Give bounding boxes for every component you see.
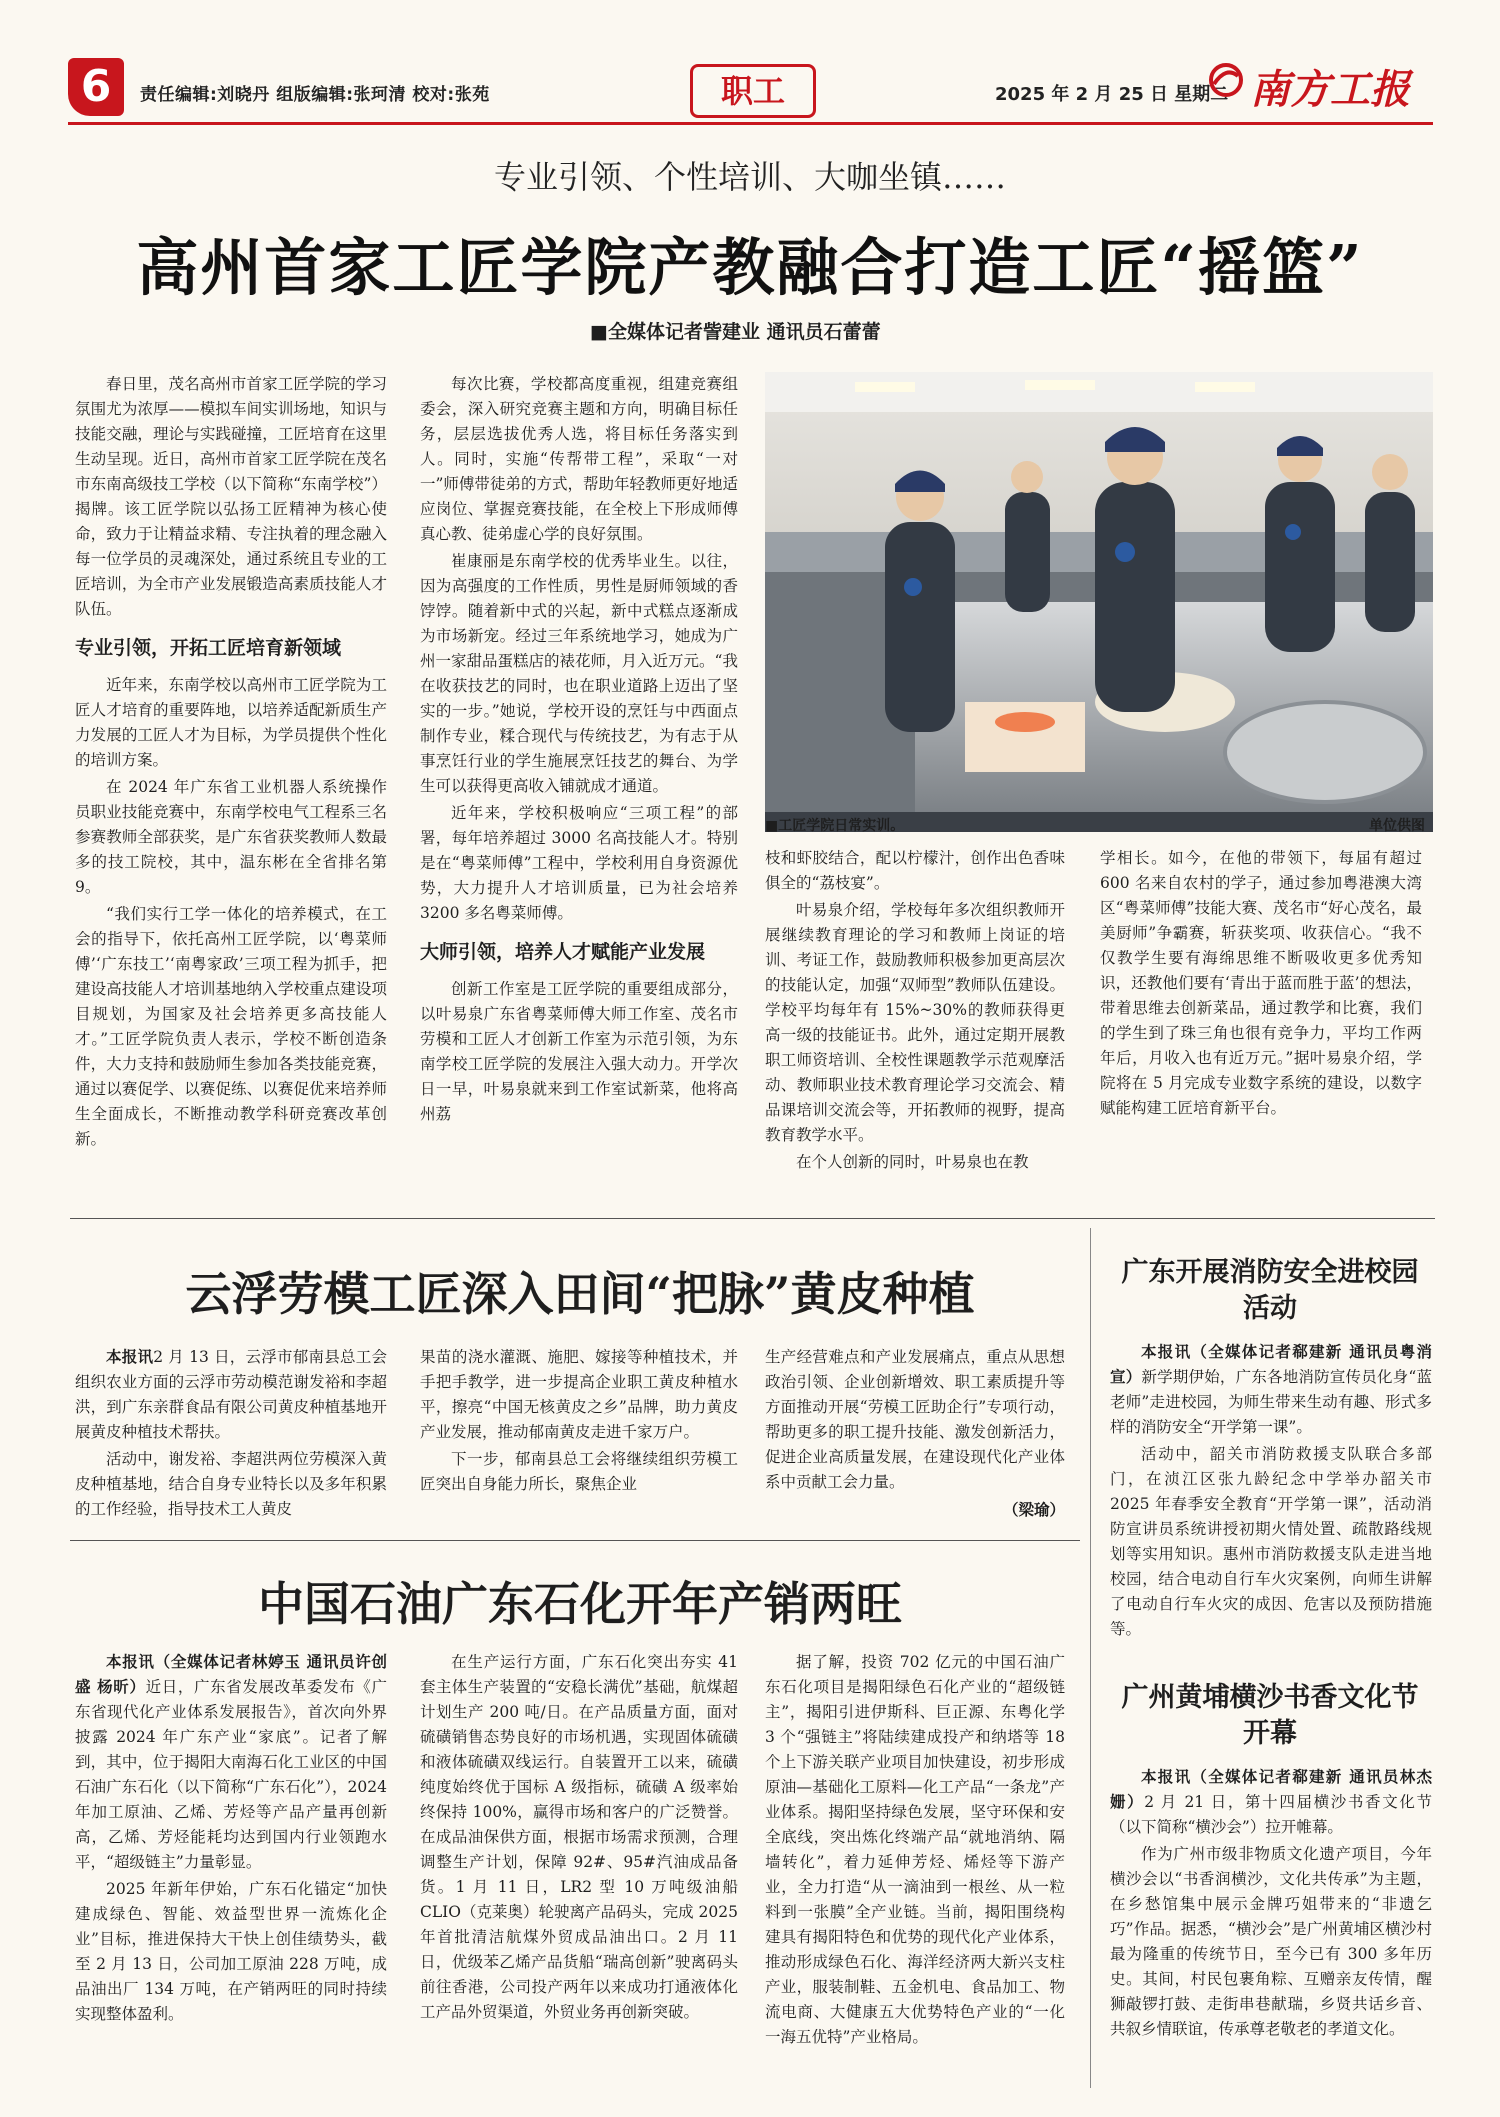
article2-column-1 (75, 1345, 387, 1524)
page-number: 6 (68, 58, 124, 116)
section-tag: 职工 (690, 64, 816, 118)
masthead: 南方工报 (1250, 67, 1410, 113)
subheading: 专业引领，开拓工匠培育新领域 (75, 637, 342, 659)
article3-lead: 本报讯（全媒体记者林婷玉 通讯员许创盛 杨昕） (75, 1653, 387, 1696)
paragraph: 叶易泉介绍，学校每年多次组织教师开展继续教育理论的学习和教师上岗证的培训、考证工作，鼓励教师积极参加更高层次的技能认定，加强“双师型”教师队伍建设。学校平均每年有 15%~30%的教师获得更高一级的技能证书。此外，通过定期开展教职工师资培训、全校性课题教学示范观摩活动、教师职业技术教育理论学习交流会、精品课培训交流会等，开拓教师的视野，提高教育教学水平。 (765, 901, 1065, 1144)
paragraph: 活动中，韶关市消防救援支队联合多部门，在浈江区张九龄纪念中学举办韶关市 2025 年春季安全教育“开学第一课”，活动消防宣讲员系统讲授初期火情处置、疏散路线规划等实用知识。惠州市消防救援支队走进当地校园，结合电动自行车火灾案例，向师生讲解了电动自行车火灾的成因、危害以及预防措施等。 (1110, 1445, 1432, 1638)
paragraph-text: 新学期伊始，广东各地消防宣传员化身“蓝老师”走进校园，为师生带来生动有趣、形式多样的消防安全“开学第一课”。 (1110, 1368, 1432, 1436)
paragraph-text: 近日，广东省发展改革委发布《广东省现代化产业体系发展报告》，首次向外界披露 2024 年广东产业“家底”。记者了解到，其中，位于揭阳大南海石化工业区的中国石油广东石化（以下简称“广东石化”），2024 年加工原油、乙烯、芳烃等产品产量再创新高，乙烯、芳烃能耗均达到国内行业领跑水平，“超级链主”力量彰显。 (75, 1678, 387, 1871)
article1-column-3 (765, 846, 1065, 1177)
paragraph-text: 2 月 13 日，云浮市郁南县总工会组织农业方面的云浮市劳动模范谢发裕和李超洪，到广东亲群食品有限公司黄皮种植基地开展黄皮种植技术帮扶。 (75, 1348, 387, 1441)
article1-column-1 (75, 372, 387, 1154)
side2-headline: 广州黄埔横沙书香文化节开幕 (1121, 1682, 1419, 1749)
paragraph: 在生产运行方面，广东石化突出夯实 41 套主体生产装置的“安稳长满优”基础，航煤超计划生产 200 吨/日。在产品质量方面，面对硫磺销售态势良好的市场机遇，实现固体硫磺和液体硫磺双线运行。自装置开工以来，硫磺纯度始终优于国标 A 级指标，硫磺 A 级率始终保持 100%，赢得市场和客户的广泛赞誉。在成品油保供方面，根据市场需求预测，合理调整生产计划，保障 92#、95#汽油成品备货。1 月 11 日，LR2 型 10 万吨级油船 CLIO（克莱奥）轮驶离产品码头，完成 2025 年首批清洁航煤外贸成品油出口。2 月 11 日，优级苯乙烯产品货船“瑞高创新”驶离码头前往香港，公司投产两年以来成功打通液体化工产品外贸渠道，外贸业务再创新突破。 (420, 1653, 738, 2021)
paragraph: 在个人创新的同时，叶易泉也在教 (796, 1153, 1029, 1171)
paragraph: 春日里，茂名高州市首家工匠学院的学习氛围尤为浓厚——模拟车间实训场地，知识与技能交融，理论与实践碰撞，工匠培育在这里生动呈现。近日，高州市首家工匠学院在茂名市东南高级技工学校（以下简称“东南学校”）揭牌。该工匠学院以弘扬工匠精神为核心使命，致力于让精益求精、专注执着的理念融入每一位学员的灵魂深处，通过系统且专业的工匠培训，为全市产业发展锻造高素质技能人才队伍。 (75, 375, 387, 618)
paragraph: 枝和虾胶结合，配以柠檬汁，创作出色香味俱全的“荔枝宴”。 (765, 849, 1065, 892)
photo-caption-bar (765, 815, 1433, 835)
side1-lead: 本报讯（全媒体记者郗建新 通讯员粤消宣） (1110, 1343, 1432, 1386)
article1-column-4 (1100, 846, 1422, 1123)
section-divider (70, 1218, 1435, 1219)
publication-date: 2025 年 2 月 25 日 星期二 (995, 84, 1229, 105)
paragraph: 据了解，投资 702 亿元的中国石油广东石化项目是揭阳绿色石化产业的“超级链主”，揭阳引进伊斯科、巨正源、东粤化学 3 个“强链主”将陆续建成投产和纳塔等 18 个上下游关联产业项目加快建设，初步形成原油—基础化工原料—化工产品“一条龙”产业体系。揭阳坚持绿色发展，坚守环保和安全底线，突出炼化终端产品“就地消纳、隔墙转化”，着力延伸芳烃、烯烃等下游产业，全力打造“从一滴油到一根丝、从一粒料到一张膜”全产业链。当前，揭阳围绕构建具有揭阳特色和优势的现代化产业体系，推动形成绿色石化、海洋经济两大新兴支柱产业，服装制鞋、五金机电、食品加工、物流电商、大健康五大优势特色产业的“一化一海五优特”产业格局。 (765, 1653, 1065, 2046)
paragraph: 在 2024 年广东省工业机器人系统操作员职业技能竞赛中，东南学校电气工程系三名参赛教师全部获奖，是广东省获奖教师人数最多的技工院校，其中，温东彬在全省排名第9。 (75, 778, 387, 896)
column-divider (1090, 1228, 1091, 2088)
article1-column-2 (420, 372, 738, 1129)
side1-body (1110, 1340, 1432, 1644)
paragraph: 崔康丽是东南学校的优秀毕业生。以往，因为高强度的工作性质，男性是厨师领域的香饽饽。随着新中式的兴起，新中式糕点逐渐成为市场新宠。经过三年系统地学习，她成为广州一家甜品蛋糕店的裱花师，月入近万元。“我在收获技艺的同时，也在职业道路上迈出了坚实的一步。”她说，学校开设的烹饪与中西面点制作专业，糅合现代与传统技艺，为有志于从事烹饪行业的学生施展烹饪技艺的舞台、为学生可以获得更高收入铺就成才通道。 (420, 552, 738, 795)
paragraph: 活动中，谢发裕、李超洪两位劳模深入黄皮种植基地，结合自身专业特长以及多年积累的工作经验，指导技术工人黄皮 (75, 1450, 387, 1518)
article1-byline: ■全媒体记者訾建业 通讯员石蕾蕾 (590, 321, 881, 343)
article2-column-2 (420, 1345, 738, 1499)
paragraph: 下一步，郁南县总工会将继续组织劳模工匠突出自身能力所长，聚焦企业 (420, 1450, 738, 1493)
article3-column-1 (75, 1650, 387, 2029)
paragraph: “我们实行工学一体化的培养模式，在工会的指导下，依托高州工匠学院，以‘粤菜师傅’‘广东技工’‘南粤家政’三项工程为抓手，把建设高技能人才培训基地纳入学校重点建设项目规划，为国家及社会培养更多高技能人才。”工匠学院负责人表示，学校不断创造条件，大力支持和鼓励师生参加各类技能竞赛，通过以赛促学、以赛促练、以赛促优来培养师生全面成长，不断推动教学科研竞赛改革创新。 (75, 905, 387, 1148)
paragraph: 每次比赛，学校都高度重视，组建竞赛组委会，深入研究竞赛主题和方向，明确目标任务，层层选拔优秀人选，将目标任务落实到人。同时，实施“传帮带工程”，采取“一对一”师傅带徒弟的方式，帮助年轻教师更好地适应岗位、掌握竞赛技能，在全校上下形成师傅真心教、徒弟虚心学的良好氛围。 (420, 375, 738, 543)
header-rule (68, 122, 1433, 125)
paragraph: 学相长。如今，在他的带领下，每届有超过 600 名来自农村的学子，通过参加粤港澳大湾区“粤菜师傅”技能大赛、茂名市“好心茂名，最美厨师”争霸赛，斩获奖项、收获信心。“我不仅教学生要有海绵思维不断吸收更多优秀知识，还教他们要有‘青出于蓝而胜于蓝’的想法，带着思维去创新菜品，通过教学和比赛，我们的学生到了珠三角也很有竞争力，平均工作两年后，月收入也有近万元。”据叶易泉介绍，学院将在 5 月完成专业数字系统的建设，以数字赋能构建工匠培育新平台。 (1100, 849, 1422, 1117)
paragraph: 果苗的浇水灌溉、施肥、嫁接等种植技术，并手把手教学，进一步提高企业职工黄皮种植水平，擦亮“中国无核黄皮之乡”品牌，助力黄皮产业发展，推动郁南黄皮走进千家万户。 (420, 1348, 738, 1441)
article2-lead: 本报讯 (106, 1348, 154, 1366)
section-divider (70, 1540, 1080, 1541)
paragraph-text: 2 月 21 日，第十四届横沙书香文化节（以下简称“横沙会”）拉开帷幕。 (1110, 1793, 1432, 1836)
side2-lead: 本报讯（全媒体记者郗建新 通讯员林杰姗） (1110, 1768, 1432, 1811)
photo-caption: ■工匠学院日常实训。 (765, 818, 905, 834)
paragraph: 生产经营难点和产业发展痛点，重点从思想政治引领、企业创新增效、职工素质提升等方面推动开展“劳模工匠助企行”专项行动，帮助更多的职工提升技能、激发创新活力，促进企业高质量发展，在建设现代化产业体系中贡献工会力量。 (765, 1348, 1065, 1491)
subheading: 大师引领，培养人才赋能产业发展 (420, 941, 706, 963)
paragraph: 近年来，东南学校以高州市工匠学院为工匠人才培育的重要阵地，以培养适配新质生产力发展的工匠人才为目标，为学员提供个性化的培训方案。 (75, 676, 387, 769)
photo-credit: 单位供图 (1369, 818, 1425, 834)
article2-author: （梁瑜） (1002, 1500, 1065, 1519)
paragraph: 近年来，学校积极响应“三项工程”的部署，每年培养超过 3000 名高技能人才。特别是在“粤菜师傅”工程中，学校利用自身资源优势，大力提升人才培训质量，已为社会培养3200 多名粤菜师傅。 (420, 804, 738, 922)
training-photo (765, 372, 1433, 832)
article1-kicker: 专业引领、个性培训、大咖坐镇…… (493, 158, 1006, 196)
article3-headline: 中国石油广东石化开年产销两旺 (258, 1577, 902, 1631)
article2-column-3 (765, 1345, 1065, 1522)
paragraph: 2025 年新年伊始，广东石化锚定“加快建成绿色、智能、效益型世界一流炼化企业”目标，推进保持大干快上创佳绩势头，截至 2 月 13 日，公司加工原油 228 万吨，成品油出厂 134 万吨，在产销两旺的同时持续实现整体盈利。 (75, 1880, 387, 2023)
article3-column-2 (420, 1650, 738, 2027)
article2-headline: 云浮劳模工匠深入田间“把脉”黄皮种植 (185, 1267, 975, 1321)
article3-column-3 (765, 1650, 1065, 2052)
side2-body (1110, 1765, 1432, 2044)
paragraph: 创新工作室是工匠学院的重要组成部分，以叶易泉广东省粤菜师傅大师工作室、茂名市劳模和工匠人才创新工作室为示范引领，为东南学校工匠学院的发展注入强大动力。开学次日一早，叶易泉就来到工作室试新菜，他将高州荔 (420, 980, 738, 1123)
paragraph: 作为广州市级非物质文化遗产项目，今年横沙会以“书香润横沙，文化共传承”为主题，在乡愁馆集中展示金牌巧姐带来的“非遗乞巧”作品。据悉，“横沙会”是广州黄埔区横沙村最为隆重的传统节日，至今已有 300 多年历史。其间，村民包裹角粽、互赠亲友传情，醒狮敲锣打鼓、走街串巷献瑞，乡贤共话乡音、共叙乡情联谊，传承尊老敬老的孝道文化。 (1110, 1845, 1432, 2038)
side1-headline: 广东开展消防安全进校园活动 (1121, 1257, 1419, 1324)
newspaper-logo-icon (1208, 62, 1244, 98)
article1-headline: 高州首家工匠学院产教融合打造工匠“摇篮” (136, 231, 1364, 304)
kitchen-training-illustration (765, 372, 1433, 812)
editors-line: 责任编辑:刘晓丹 组版编辑:张珂清 校对:张苑 (140, 85, 490, 105)
